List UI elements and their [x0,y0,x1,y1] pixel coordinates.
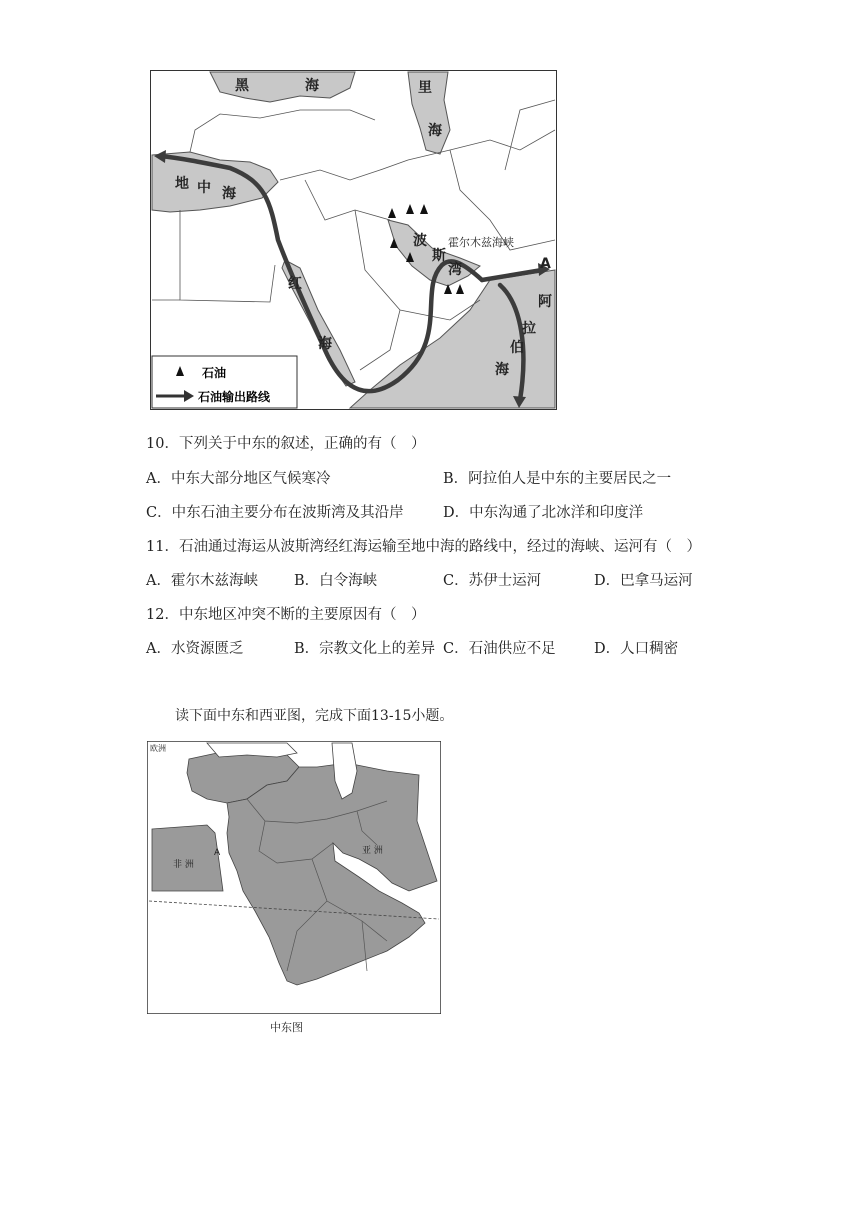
label-point-a: A [214,848,221,858]
middle-east-map [147,741,441,1014]
label-arab-2: 拉 [522,321,536,337]
label-black-sea-2: 海 [305,78,319,94]
label-hormuz: 霍尔木兹海峡 [448,236,514,249]
question-11-stem: 11．石油通过海运从波斯湾经红海运输至地中海的路线中，经过的海峡、运河有（ ） [146,539,701,555]
question-12-option-b[interactable]: B．宗教文化上的差异 [294,641,436,657]
question-10-option-a[interactable]: A．中东大部分地区气候寒冷 [146,471,331,487]
question-10-option-b[interactable]: B．阿拉伯人是中东的主要居民之一 [443,471,672,487]
label-red-2: 海 [318,336,332,352]
question-11-option-c[interactable]: C．苏伊士运河 [443,573,542,589]
oil-route-map [150,70,557,410]
label-med-3: 海 [222,186,236,202]
legend-route-label: 石油输出路线 [198,390,271,404]
label-africa: 非 洲 [173,860,194,870]
question-11-option-a[interactable]: A．霍尔木兹海峡 [146,573,258,589]
label-persian-2: 斯 [432,248,446,264]
label-persian-3: 湾 [448,262,462,278]
label-persian-1: 波 [413,233,427,249]
label-med-2: 中 [197,180,211,196]
legend-oil-label: 石油 [202,366,227,380]
question-12-option-a[interactable]: A．水资源匮乏 [146,641,244,657]
label-arab-4: 海 [495,362,509,378]
question-11-option-d[interactable]: D．巴拿马运河 [594,573,693,589]
label-caspian-2: 海 [428,123,442,139]
label-red-1: 红 [288,276,302,292]
question-12-stem: 12．中东地区冲突不断的主要原因有（ ） [146,607,426,623]
label-arab-3: 伯 [510,340,524,356]
label-europe: 欧洲 [150,744,166,753]
question-12-option-d[interactable]: D．人口稠密 [594,641,679,657]
reading-intro: 读下面中东和西亚图，完成下面13-15小题。 [175,708,454,724]
question-10-option-c[interactable]: C．中东石油主要分布在波斯湾及其沿岸 [146,505,404,521]
question-10-stem: 10．下列关于中东的叙述，正确的有（ ） [146,436,426,452]
question-10-option-d[interactable]: D．中东沟通了北冰洋和印度洋 [443,505,644,521]
label-caspian-1: 里 [418,80,432,96]
label-arab-1: 阿 [538,294,552,310]
label-black-sea-1: 黑 [235,78,249,94]
black-sea-outline [207,743,297,757]
label-point-a: A [540,256,551,272]
label-asia: 亚 洲 [362,846,383,856]
egypt-region [152,825,223,891]
question-11-option-b[interactable]: B．白令海峡 [294,573,378,589]
label-med-1: 地 [175,176,189,192]
map2-caption: 中东图 [270,1021,303,1034]
question-12-option-c[interactable]: C．石油供应不足 [443,641,556,657]
